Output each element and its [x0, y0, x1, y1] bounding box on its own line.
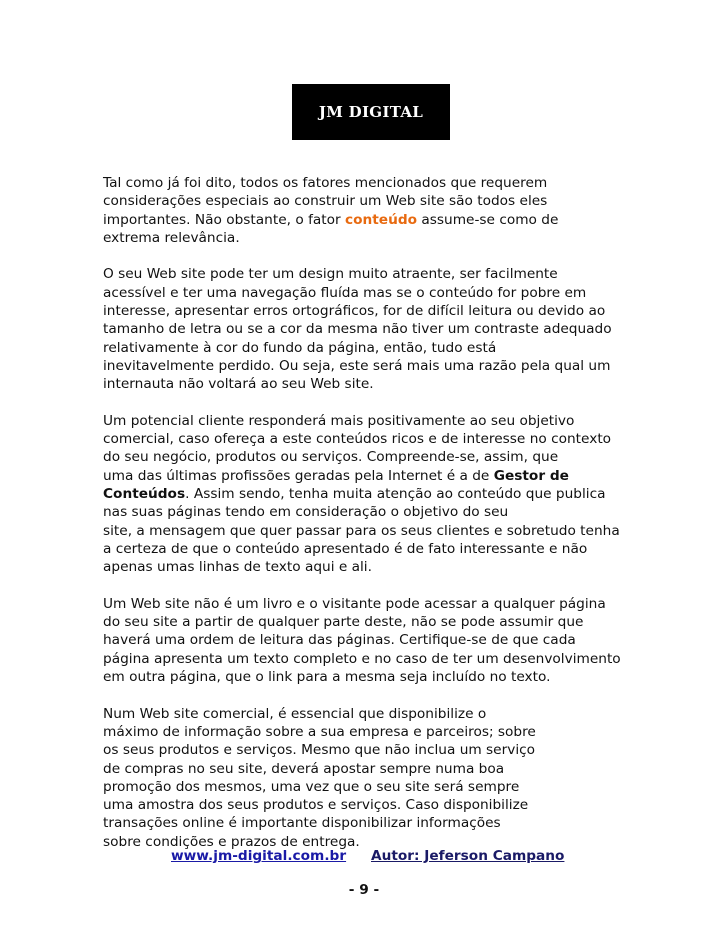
text-line: promoção dos mesmos, uma vez que o seu site será sempre: [103, 778, 520, 795]
text-line: nas suas páginas tendo em consideração o objetivo do seu: [103, 504, 509, 521]
page-number: - 9 -: [348, 882, 380, 898]
text-line: considerações especiais ao construir um Web site são todos eles: [103, 193, 548, 210]
text-line: os seus produtos e serviços. Mesmo que não inclua um serviço: [103, 742, 536, 759]
highlighted-term-conteudo: conteúdo: [345, 211, 418, 228]
paragraph-2: [103, 265, 648, 393]
text-segment: assume-se como de: [417, 211, 559, 228]
text-line: haverá uma ordem de leitura das páginas. Certifique-se de que cada: [103, 632, 576, 649]
text-line: máximo de informação sobre a sua empresa e parceiros; sobre: [103, 723, 536, 740]
author-credit: Autor: Jeferson Campano: [371, 848, 565, 864]
text-line: página apresenta um texto completo e no caso de ter um desenvolvimento: [103, 650, 621, 667]
text-line: internauta não voltará ao seu Web site.: [103, 376, 374, 393]
text-line: Num Web site comercial, é essencial que disponibilize o: [103, 705, 487, 722]
text-segment: uma das últimas profissões geradas pela Internet é a de: [103, 467, 494, 484]
text-line: relativamente à cor do fundo da página, então, tudo está: [103, 339, 497, 356]
text-segment: . Assim sendo, tenha muita atenção ao conteúdo que publica: [185, 486, 606, 503]
paragraph-4: [103, 595, 648, 686]
text-line: [103, 485, 648, 503]
text-line: site, a mensagem que quer passar para os seus clientes e sobretudo tenha: [103, 522, 620, 539]
text-line: Tal como já foi dito, todos os fatores mencionados que requerem: [103, 175, 548, 191]
text-line: extrema relevância.: [103, 229, 240, 246]
paragraph-5: [103, 705, 648, 851]
text-line: interesse, apresentar erros ortográficos, for de difícil leitura ou devido ao: [103, 303, 606, 320]
bold-term-gestor-de: Gestor de: [493, 467, 569, 484]
page-footer: [0, 848, 728, 868]
text-line: [103, 211, 648, 229]
jm-digital-logo: [292, 84, 450, 140]
text-line: do seu negócio, produtos ou serviços. Compreende-se, assim, que: [103, 449, 559, 466]
text-line: de compras no seu site, deverá apostar sempre numa boa: [103, 760, 505, 777]
text-line: uma amostra dos seus produtos e serviços. Caso disponibilize: [103, 797, 529, 814]
text-line: acessível e ter uma navegação fluída mas se o conteúdo for pobre em: [103, 284, 587, 301]
paragraph-1: [103, 174, 648, 247]
text-line: O seu Web site pode ter um design muito atraente, ser facilmente: [103, 266, 558, 283]
document-body: [103, 174, 648, 869]
text-line: transações online é importante disponibilizar informações: [103, 815, 501, 832]
logo-text: JM DIGITAL: [318, 103, 424, 121]
text-line: em outra página, que o link para a mesma seja incluído no texto.: [103, 669, 551, 686]
text-line: comercial, caso ofereça a este conteúdos ricos e de interesse no contexto: [103, 431, 612, 448]
text-segment: importantes. Não obstante, o fator: [103, 211, 345, 228]
text-line: do seu site a partir de qualquer parte deste, não se pode assumir que: [103, 614, 584, 631]
text-line: apenas umas linhas de texto aqui e ali.: [103, 559, 372, 576]
text-line: Um Web site não é um livro e o visitante pode acessar a qualquer página: [103, 595, 606, 612]
text-line: Um potencial cliente responderá mais positivamente ao seu objetivo: [103, 412, 575, 429]
text-line: a certeza de que o conteúdo apresentado é de fato interessante e não: [103, 540, 588, 557]
text-line: tamanho de letra ou se a cor da mesma não tiver um contraste adequado: [103, 321, 612, 338]
paragraph-3: [103, 412, 648, 577]
text-line: [103, 467, 648, 485]
bold-term-conteudos: Conteúdos: [103, 486, 186, 503]
text-line: inevitavelmente perdido. Ou seja, este será mais uma razão pela qual um: [103, 357, 611, 374]
website-link[interactable]: www.jm-digital.com.br: [171, 848, 347, 864]
text-line: sobre condições e prazos de entrega.: [103, 833, 360, 850]
